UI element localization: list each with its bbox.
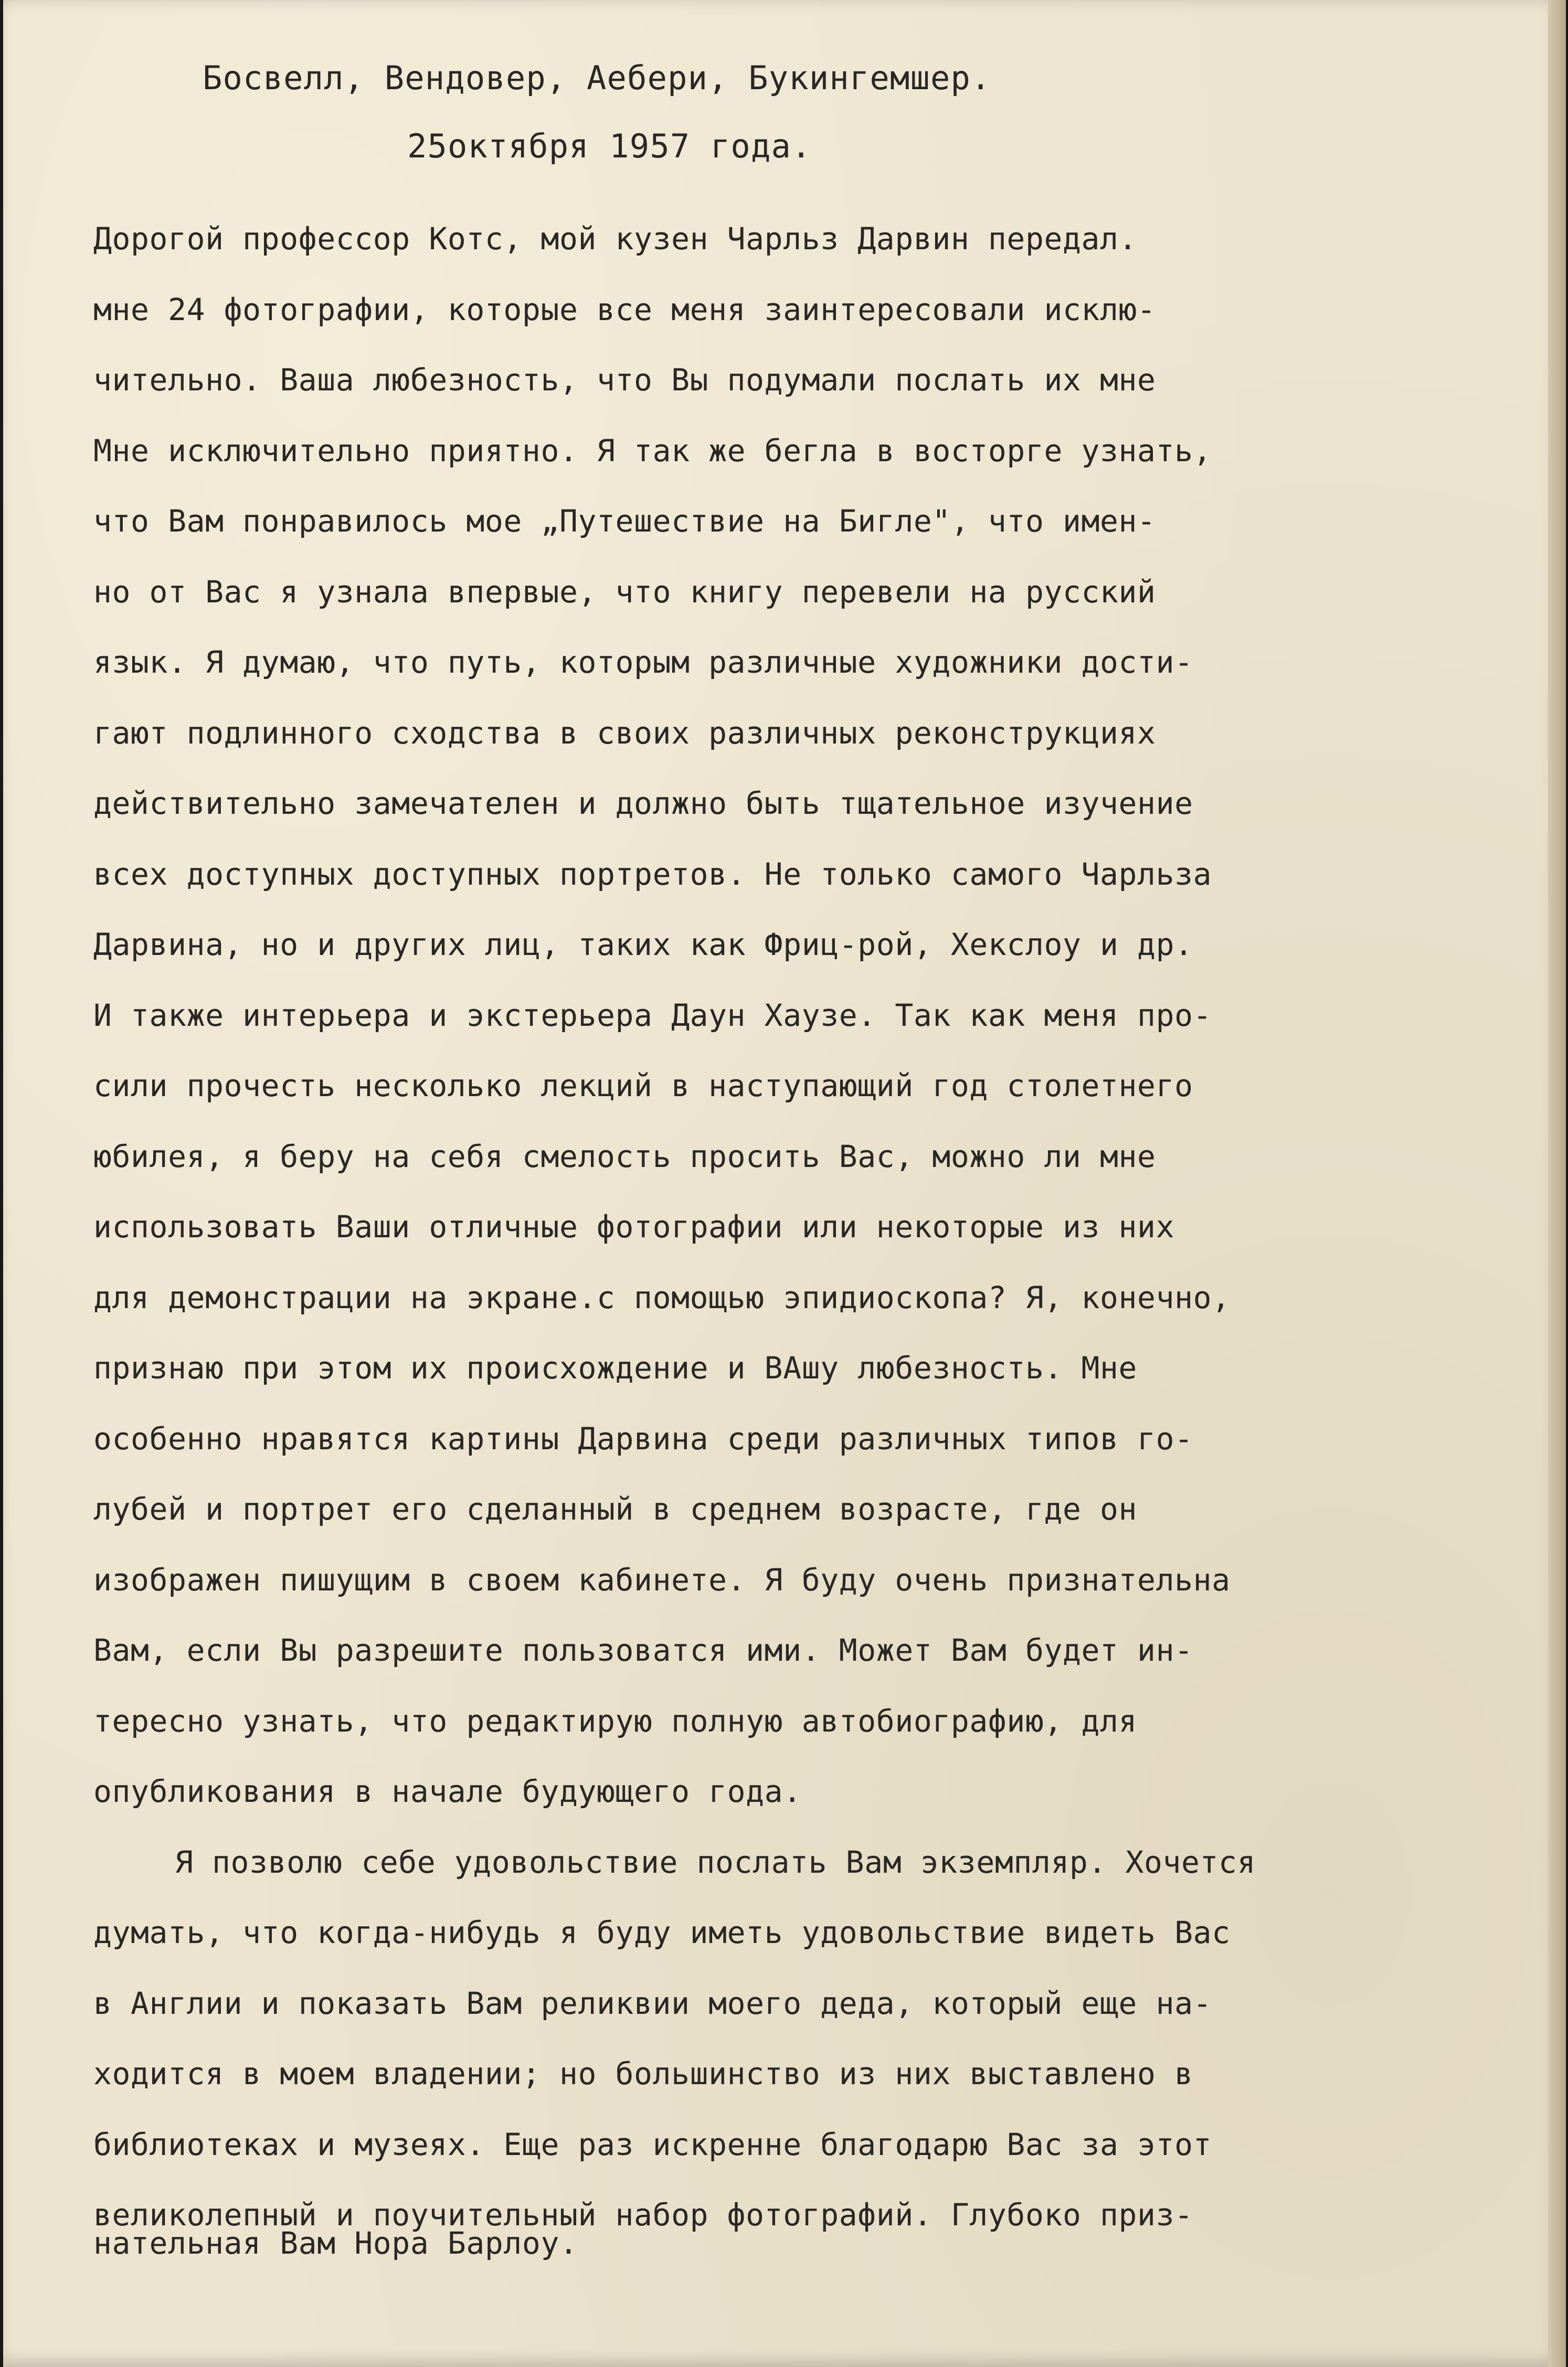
body-line: особенно нравятся картины Дарвина среди различных типов го- <box>93 1420 1193 1457</box>
body-line: для демонстрации на экране.с помощью эпидиоскопа? Я, конечно, <box>93 1279 1231 1315</box>
body-line: изображен пишущим в своем кабинете. Я буду очень признательна <box>93 1562 1231 1598</box>
body-line: И также интерьера и экстерьера Даун Хаузе. Так как меня про- <box>93 997 1212 1033</box>
body-line: действительно замечателен и должно быть тщательное изучение <box>93 786 1193 821</box>
body-line: всех доступных доступных портретов. Не только самого Чарльза <box>93 856 1212 892</box>
body-line: сили прочесть несколько лекций в наступающий год столетнего <box>93 1068 1193 1103</box>
body-line: что Вам понравилось мое „Путешествие на Бигле", что имен- <box>93 503 1156 539</box>
body-line: чительно. Ваша любезность, что Вы подумали послать их мне <box>93 362 1156 398</box>
paragraph-two-line: ходится в моем владении; но большинство из них выставлено в <box>93 2056 1193 2092</box>
body-line: но от Вас я узнала впервые, что книгу перевели на русский <box>93 574 1156 610</box>
body-line: Вам, если Вы разрешите пользоватся ими. Может Вам будет ин- <box>93 1632 1193 1668</box>
body-line: Мне исключительно приятно. Я так же бегла в восторге узнать, <box>93 432 1212 469</box>
body-line: лубей и портрет его сделанный в среднем возрасте, где он <box>93 1491 1138 1527</box>
body-line: тересно узнать, что редактирую полную автобиографию, для <box>93 1703 1138 1739</box>
letter-address: Босвелл, Вендовер, Аебери, Букингемшер. <box>203 59 991 97</box>
letter-body <box>93 204 1510 2251</box>
letter-closing-signature: нательная Вам Нора Барлоу. <box>93 2225 578 2261</box>
paragraph-two-line: думать, что когда-нибудь я буду иметь удовольствие видеть Вас <box>93 1915 1231 1950</box>
paragraph-two-line: библиотеках и музеях. Еще раз искренне благодарю Вас за этот <box>93 2126 1212 2162</box>
body-line: гают подлинного сходства в своих различных реконструкциях <box>93 715 1156 751</box>
body-line: использовать Ваши отличные фотографии или некоторые из них <box>93 1209 1175 1245</box>
body-line: юбилея, я беру на себя смелость просить Вас, можно ли мне <box>93 1138 1156 1174</box>
letter-date: 25октября 1957 года. <box>407 127 812 165</box>
body-line: признаю при этом их происхождение и ВАшу любезность. Мне <box>93 1350 1138 1386</box>
body-line: Дорогой профессор Котс, мой кузен Чарльз Дарвин передал. <box>93 221 1138 257</box>
page-edge <box>1548 0 1566 2367</box>
paragraph-two-line: в Англии и показать Вам реликвии моего деда, который еще на- <box>93 1985 1212 2021</box>
paragraph-two-line: Я позволю себе удовольствие послать Вам экземпляр. Хочется <box>175 1844 1256 1880</box>
letter-page <box>3 0 1566 2367</box>
body-line: Дарвина, но и других лиц, таких как Фриц-рой, Хекслоу и др. <box>93 927 1193 962</box>
body-line: опубликования в начале будующего года. <box>93 1774 802 1809</box>
body-line: язык. Я думаю, что путь, которым различные художники дости- <box>93 644 1193 680</box>
paragraph-two-line: великолепный и поучительный набор фотографий. Глубоко приз- <box>93 2197 1193 2233</box>
body-line: мне 24 фотографии, которые все меня заинтересовали исклю- <box>93 291 1156 327</box>
